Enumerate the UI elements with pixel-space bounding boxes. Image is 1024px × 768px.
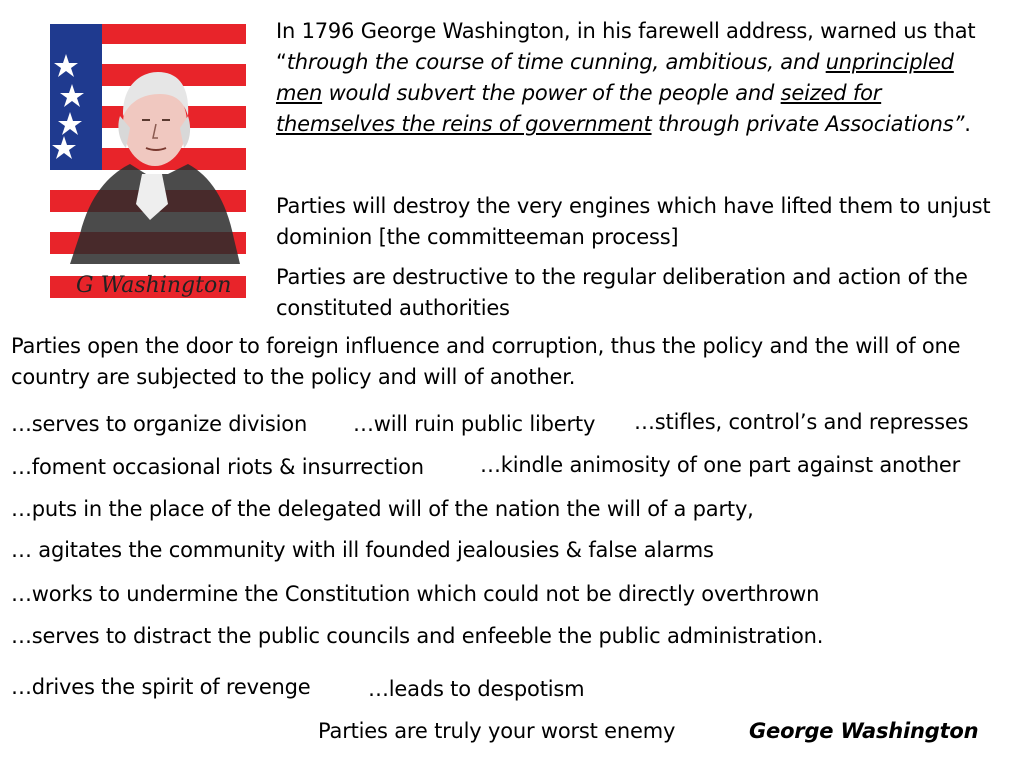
item-despotism: …leads to despotism: [368, 677, 585, 701]
washington-portrait-image: [50, 24, 246, 318]
item-kindle-animosity: …kindle animosity of one part against another: [480, 453, 961, 477]
washington-signature: G Washington: [76, 273, 232, 298]
item-organize-division: …serves to organize division: [11, 412, 308, 436]
item-ruin-liberty: …will ruin public liberty: [353, 412, 596, 436]
item-undermine-constitution: …works to undermine the Constitution which could not be directly overthrown: [11, 582, 820, 606]
underlined-reins-of-government: seized for themselves the reins of government: [276, 81, 882, 136]
paragraph-foreign-influence: Parties open the door to foreign influence and corruption, thus the policy and the will of one country are subjected to the policy and will of another.: [11, 334, 961, 389]
intro-paragraph: In 1796 George Washington, in his farewell address, warned us that “through the course of time cunning, ambitious, and unprincipled men would subvert the power of the people and seized for themselves the reins of government through private Associations”.: [276, 19, 976, 136]
intro-text: In 1796 George Washington, in his farewell address, warned us that “: [276, 19, 976, 74]
paragraph-engines: Parties will destroy the very engines which have lifted them to unjust dominion [the committeeman process]: [276, 194, 991, 249]
item-stifles: …stifles, control’s and represses: [634, 410, 969, 434]
quote-text: through the course of time cunning, ambitious, and unprincipled men would subvert the power of the people and seized for themselves the reins of government through private Associations”: [276, 50, 965, 136]
item-foment-riots: …foment occasional riots & insurrection: [11, 455, 424, 479]
paragraph-authorities: Parties are destructive to the regular deliberation and action of the constituted authorities: [276, 265, 968, 320]
underlined-unprincipled-men: unprincipled men: [276, 50, 954, 105]
item-spirit-of-revenge: …drives the spirit of revenge: [11, 675, 311, 699]
author-attribution: George Washington: [749, 719, 979, 743]
item-jealousies: … agitates the community with ill founded jealousies & false alarms: [11, 538, 714, 562]
item-delegated-will: …puts in the place of the delegated will of the nation the will of a party,: [11, 497, 754, 521]
closing-statement: Parties are truly your worst enemy: [318, 719, 676, 743]
item-distract-councils: …serves to distract the public councils and enfeeble the public administration.: [11, 624, 824, 648]
